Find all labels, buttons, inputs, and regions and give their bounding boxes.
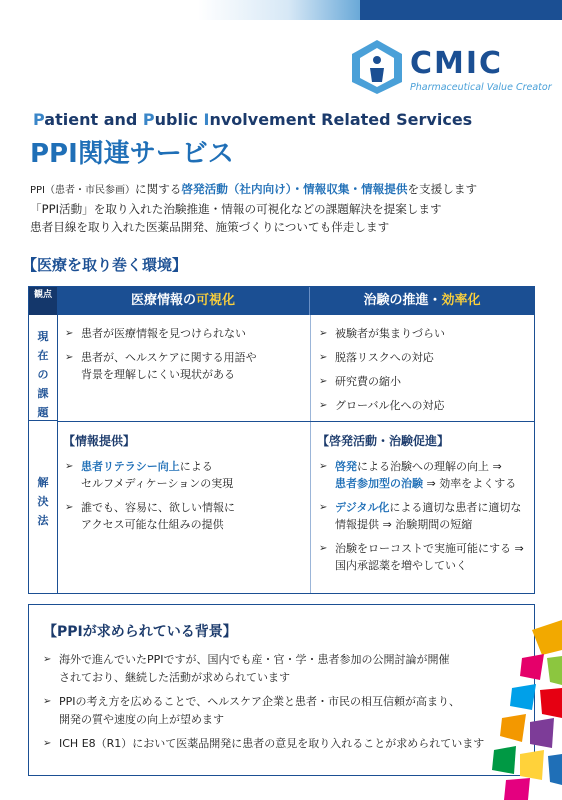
list-item: ➢ 誰でも、容易に、欲しい情報に アクセス可能な仕組みの提供 — [65, 499, 235, 533]
list-item: ➢ グローバル化への対応 — [319, 397, 445, 414]
list-item: ➢ デジタル化による適切な患者に適切な 情報提供 ⇒ 治験期間の短縮 — [319, 499, 524, 533]
list-item: ➢ 啓発による治験への理解の向上 ⇒ 患者参加型の治験 ⇒ 効率をよくする — [319, 458, 524, 492]
list-item: ➢ 患者が、ヘルスケアに関する用語や 背景を理解しにくい現状がある — [65, 349, 257, 383]
divider — [57, 421, 534, 422]
solutions-left — [63, 433, 235, 540]
cmic-logo-mark-icon — [350, 38, 404, 94]
header-info-visualization: 医療情報の可視化 — [57, 287, 310, 315]
list-item: ➢ PPIの考え方を広めることで、ヘルスケア企業と患者・市民の相互信頼が高まり、 開発の質や速度の向上が望めます — [43, 693, 484, 729]
issues-left — [65, 325, 257, 383]
cmic-logo — [350, 38, 552, 98]
english-title: Patient and Public Involvement Related Services — [33, 110, 473, 129]
solutions-right — [317, 433, 524, 581]
logo-text: CMIC — [410, 46, 504, 81]
list-item: ➢ 患者が医療情報を見つけられない — [65, 325, 257, 342]
list-item: ➢ 治験をローコストで実施可能にする ⇒ 国内承認薬を増やしていく — [319, 540, 524, 574]
list-item: ➢ 研究費の縮小 — [319, 373, 445, 390]
intro-text: PPI（患者・市民参画）に関する啓発活動（社内向け）・情報収集・情報提供を支援します 「PPI活動」を取り入れた治験推進・情報の可視化などの課題解決を提案します 患者目線を取り入れた医薬品開発、施策づくりについても伴走します — [30, 182, 478, 234]
issues-right — [319, 325, 445, 421]
list-item: ➢ 被験者が集まりづらい — [319, 325, 445, 342]
background-box — [28, 604, 535, 776]
solution-left-heading: 【情報提供】 — [63, 434, 136, 448]
list-item: ➢ ICH E8（R1）において医薬品開発に患者の意見を取り入れることが求められています — [43, 735, 484, 753]
page-title: PPI関連サービス — [30, 139, 234, 169]
decorative-shapes-icon — [492, 610, 562, 800]
environment-heading: 【医療を取り巻く環境】 — [22, 256, 188, 274]
background-heading: 【PPIが求められている背景】 — [43, 624, 237, 640]
row-label-current-issues: 現在の課題 — [29, 315, 57, 421]
environment-table — [28, 286, 535, 594]
list-item: ➢ 海外で進んでいたPPIですが、国内でも産・官・学・患者参加の公開討論が開催 されており、継続した活動が求められています — [43, 651, 484, 687]
logo-tagline: Pharmaceutical Value Creator — [410, 82, 552, 93]
list-item: ➢ 脱落リスクへの対応 — [319, 349, 445, 366]
divider — [57, 315, 58, 593]
row-label-solutions: 解決法 — [37, 476, 49, 527]
top-bar-gradient — [0, 0, 360, 20]
background-list — [43, 651, 484, 759]
divider — [310, 315, 311, 593]
list-item: ➢ 患者リテラシー向上による セルフメディケーションの実現 — [65, 458, 235, 492]
header-trial-efficiency: 治験の推進・効率化 — [363, 293, 481, 308]
header-viewpoint: 観点 — [29, 287, 57, 315]
solution-right-heading: 【啓発活動・治験促進】 — [317, 434, 450, 448]
